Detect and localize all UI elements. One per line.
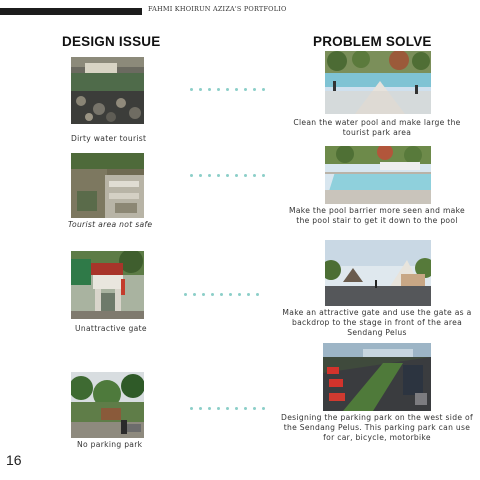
pool-barrier-render [325,146,431,204]
issue-caption: Dirty water tourist [71,134,147,143]
issue-caption: Tourist area not safe [68,220,153,229]
unattractive-gate-photo [71,251,144,319]
connector-dots [190,407,265,411]
solution-caption: Clean the water pool and make large the tourist park area [293,118,461,137]
parking-park-render [323,343,431,411]
issue-caption: No parking park [77,440,143,449]
clean-pool-render [325,51,431,114]
problem-solve-heading: PROBLEM SOLVE [313,34,432,49]
connector-dots [184,293,259,297]
header-bar [0,8,142,15]
solution-caption: Make an attractive gate and use the gate as a backdrop to the stage in front of the area Sendang Pelus [282,308,472,337]
connector-dots [190,174,265,178]
connector-dots [190,88,265,92]
portfolio-title: FAHMI KHOIRUN AZIZA'S PORTFOLIO [148,5,287,13]
solution-caption: Designing the parking park on the west side of the Sendang Pelus. This parking park can use for car, bicycle, motorbike [281,413,473,442]
no-parking-photo [71,372,144,438]
dirty-water-photo [71,57,144,124]
page-number: 16 [6,452,22,468]
design-issue-heading: DESIGN ISSUE [62,34,161,49]
issue-caption: Unattractive gate [75,324,147,333]
unsafe-area-photo [71,153,144,218]
attractive-gate-render [325,240,431,306]
solution-caption: Make the pool barrier more seen and make the pool stair to get it down to the pool [289,206,465,225]
